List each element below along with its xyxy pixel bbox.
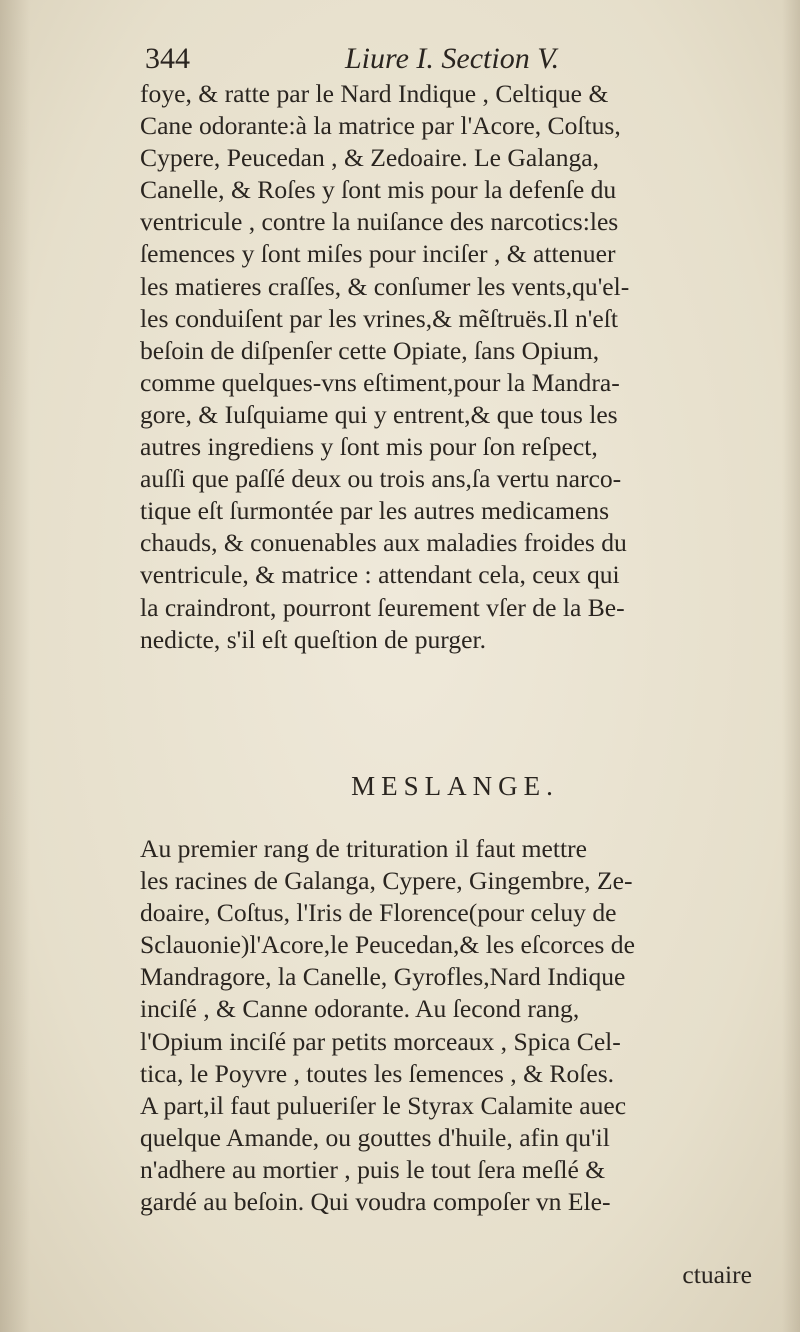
text-line: autres ingrediens y ſont mis pour ſon reſpect, [140, 432, 598, 462]
text-line: ventricule , contre la nuiſance des narcotics:les [140, 207, 619, 237]
text-line: Cypere, Peucedan , & Zedoaire. Le Galanga, [140, 143, 600, 173]
text-line: ventricule, & matrice : attendant cela, ceux qui [140, 560, 620, 590]
paragraph-2 [140, 833, 770, 1218]
text-line: chauds, & conuenables aux maladies froides du [140, 528, 627, 558]
text-line: inciſé , & Canne odorante. Au ſecond rang, [140, 994, 580, 1024]
text-line: comme quelques-vns eſtiment,pour la Mandra- [140, 367, 620, 397]
section-heading: MESLANGE. [351, 771, 559, 801]
text-line: les matieres craſſes, & conſumer les vents,qu'el- [140, 271, 630, 301]
text-line: Sclauonie)l'Acore,le Peucedan,& les eſcorces de [140, 930, 635, 960]
running-head: Liure I. Section V. [345, 42, 560, 75]
catchword: ctuaire [682, 1260, 752, 1289]
page-number: 344 [145, 42, 190, 75]
paragraph-1 [140, 78, 770, 656]
text-line: la craindront, pourront ſeurement vſer de la Be- [140, 592, 625, 622]
text-line: auſſi que paſſé deux ou trois ans,ſa vertu narco- [140, 464, 622, 494]
text-line: les conduiſent par les vrines,& mẽſtruës.Il n'eſt [140, 303, 618, 333]
text-line: Canelle, & Roſes y ſont mis pour la defenſe du [140, 175, 617, 205]
text-line: A part,il faut pulueriſer le Styrax Calamite auec [140, 1090, 627, 1120]
text-line: Au premier rang de trituration il faut mettre [140, 834, 588, 863]
text-line: foye, & ratte par le Nard Indique , Celtique & [140, 79, 609, 108]
text-line: n'adhere au mortier , puis le tout ſera meſlé & [140, 1154, 606, 1184]
text-line: nedicte, s'il eſt queſtion de purger. [140, 624, 487, 654]
text-line: tica, le Poyvre , toutes les ſemences , & Roſes. [140, 1058, 615, 1088]
text-line: ſemences y ſont miſes pour inciſer , & attenuer [140, 239, 616, 269]
page-header [145, 40, 770, 80]
text-line: Cane odorante:à la matrice par l'Acore, Coſtus, [140, 111, 621, 141]
text-line: doaire, Coſtus, l'Iris de Florence(pour celuy de [140, 898, 617, 928]
text-line: Mandragore, la Canelle, Gyrofles,Nard Indique [140, 962, 626, 992]
text-line: gardé au beſoin. Qui voudra compoſer vn Ele- [140, 1187, 611, 1217]
text-line: les racines de Galanga, Cypere, Gingembre, Ze- [140, 866, 633, 896]
edge-shadow [782, 0, 800, 1332]
text-line: gore, & Iuſquiame qui y entrent,& que tous les [140, 399, 618, 429]
gutter-shadow [0, 0, 30, 1332]
text-line: beſoin de diſpenſer cette Opiate, ſans Opium, [140, 335, 600, 365]
text-line: quelque Amande, ou gouttes d'huile, afin qu'il [140, 1122, 610, 1152]
text-line: l'Opium inciſé par petits morceaux , Spica Cel- [140, 1026, 621, 1056]
text-line: tique eſt ſurmontée par les autres medicamens [140, 496, 610, 526]
